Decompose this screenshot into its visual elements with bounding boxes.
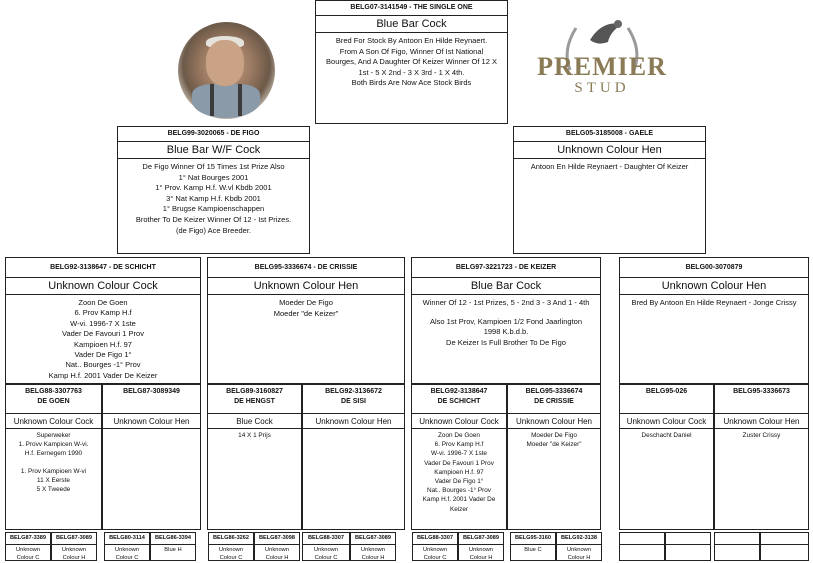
- granddam-paternal-card[interactable]: [207, 257, 405, 384]
- gen4-colour: Unknown Colour Cock: [6, 414, 101, 429]
- gen3-header: BELG97-3221723 - DE KEIZER: [412, 258, 600, 278]
- gen5-card-12[interactable]: [556, 532, 602, 561]
- gen4-header: BELG87-3089349: [103, 385, 200, 414]
- gen5-ring: BELG87-3098: [255, 533, 299, 545]
- gen4-notes: Zoon De Goen 6. Prov Kamp H.f W-vi. 1996-7 X 1ste Vader De Favouri 1 Prov Kampioen H.f. 97 Vader De Figo 1° Nat.. Bourges -1° Prov Kamp H.f. 2001 Vader De Keizer: [422, 432, 496, 513]
- gen3-header: BELG95-3336674 - DE CRISSIE: [208, 258, 404, 278]
- gen5-colour: Unknown Colour C: [422, 547, 448, 561]
- gen3-notes: Bred By Antoon En Hilde Reynaert - Jonge Crissy: [631, 298, 797, 307]
- gen4-header: BELG92-3138647 DE SCHICHT: [412, 385, 506, 414]
- gen4-card-1[interactable]: [5, 384, 102, 530]
- grandsire-paternal-card[interactable]: [5, 257, 201, 384]
- gen4-card-2[interactable]: [102, 384, 201, 530]
- gen5-colour: Unknown Colour C: [114, 547, 140, 561]
- gen4-colour: Unknown Colour Hen: [103, 414, 200, 429]
- gen5-card-2[interactable]: [51, 532, 97, 561]
- dam-card[interactable]: [513, 126, 706, 254]
- gen5-card-7[interactable]: [302, 532, 350, 561]
- gen5-ring: BELG88-3307: [303, 533, 349, 545]
- gen3-colour: Unknown Colour Hen: [208, 278, 404, 295]
- granddam-maternal-card[interactable]: [619, 257, 809, 384]
- gen5-colour: Unknown Colour C: [218, 547, 244, 561]
- gen5-card-5[interactable]: [208, 532, 254, 561]
- gen5-card-16[interactable]: [760, 532, 809, 561]
- gen5-ring: BELG87-3089: [351, 533, 395, 545]
- gen3-header: BELG92-3138647 - DE SCHICHT: [6, 258, 200, 278]
- gen5-card-15[interactable]: [714, 532, 760, 561]
- gen5-ring: BELG87-3089: [459, 533, 503, 545]
- gen4-card-7[interactable]: [619, 384, 714, 530]
- gen5-card-14[interactable]: [665, 532, 711, 561]
- gen4-header: BELG92-3136672 DE SISI: [303, 385, 404, 414]
- gen5-card-8[interactable]: [350, 532, 396, 561]
- gen5-ring: BELG86-3262: [209, 533, 253, 545]
- gen5-ring: BELG88-3307: [413, 533, 457, 545]
- gen5-colour: Unknown Colour H: [61, 547, 87, 561]
- gen4-header: BELG89-3160827 DE HENGST: [208, 385, 301, 414]
- gen4-notes: Zuster Crissy: [742, 432, 781, 439]
- dam-colour: Unknown Colour Hen: [514, 142, 705, 159]
- grandsire-maternal-card[interactable]: [411, 257, 601, 384]
- gen5-card-1[interactable]: [5, 532, 51, 561]
- sire-card[interactable]: [117, 126, 310, 254]
- gen4-notes: 14 X 1 Prijs: [238, 432, 271, 439]
- gen4-header: BELG95-3336673: [715, 385, 808, 414]
- gen5-colour: Blue C: [524, 547, 542, 553]
- gen3-header: BELG00-3070879: [620, 258, 808, 278]
- gen5-ring: BELG95-3160: [511, 533, 555, 545]
- gen5-card-11[interactable]: [510, 532, 556, 561]
- subject-notes: Bred For Stock By Antoon En Hilde Reynaert. From A Son Of Figo, Winner Of Ist National Bourges, And A Daughter Of Keizer Winner Of 12 X 1st - 5 X 2nd - 3 X 3rd - 1 X 4th. Both Birds Are Now Ace Stock Birds: [326, 36, 497, 88]
- sire-colour: Blue Bar W/F Cock: [118, 142, 309, 159]
- gen4-card-8[interactable]: [714, 384, 809, 530]
- gen4-card-5[interactable]: [411, 384, 507, 530]
- gen5-colour: Unknown Colour H: [264, 547, 290, 561]
- gen5-colour: Unknown Colour H: [566, 547, 592, 561]
- gen4-colour: Unknown Colour Hen: [715, 414, 808, 429]
- gen5-colour: Unknown Colour H: [360, 547, 386, 561]
- gen4-notes: Moeder De Figo Moeder "de Keizer": [526, 432, 582, 449]
- gen4-colour: Unknown Colour Cock: [620, 414, 713, 429]
- gen4-card-4[interactable]: [302, 384, 405, 530]
- gen4-card-6[interactable]: [507, 384, 601, 530]
- dam-notes: Antoon En Hilde Reynaert - Daughter Of Keizer: [530, 162, 689, 171]
- gen3-notes: Zoon De Goen 6. Prov Kamp H.f W-vi. 1996-7 X 1ste Vader De Favouri 1 Prov Kampioen H.f. 97 Vader De Figo 1° Nat.. Bourges -1° Prov Kamp H.f. 2001 Vader De Keizer: [48, 298, 158, 380]
- gen4-notes: Superweker 1. Provv Kampicen W-vi. H.f. Eernegem 1990 1. Prov Kampioen W-vi 11 X Eerste 5 X Tweede: [18, 432, 89, 494]
- gen4-colour: Unknown Colour Hen: [508, 414, 600, 429]
- gen4-header: BELG95-3336674 DE CRISSIE: [508, 385, 600, 414]
- gen5-colour: Unknown Colour H: [468, 547, 494, 561]
- gen5-ring: BELG80-3114: [105, 533, 149, 545]
- gen4-notes: Deschacht Daniel: [641, 432, 692, 439]
- gen4-colour: Blue Cock: [208, 414, 301, 429]
- gen3-notes: Moeder De Figo Moeder "de Keizer": [273, 298, 339, 318]
- gen5-card-4[interactable]: [150, 532, 196, 561]
- gen3-colour: Blue Bar Cock: [412, 278, 600, 295]
- gen5-ring: BELG87-3089: [52, 533, 96, 545]
- gen5-ring: BELG92-3138: [557, 533, 601, 545]
- gen3-notes: Winner Of 12 - 1st Prizes, 5 - 2nd 3 - 3 And 1 - 4th Also 1st Prov, Kampioen 1/2 Fond Jaarlington 1998 K.b.d.b. De Keizer Is Full Brother To De Figo: [422, 298, 590, 347]
- gen5-colour: Unknown Colour C: [313, 547, 339, 561]
- gen3-colour: Unknown Colour Hen: [620, 278, 808, 295]
- subject-header: BELG07-3141549 - THE SINGLE ONE: [316, 1, 507, 16]
- gen3-colour: Unknown Colour Cock: [6, 278, 200, 295]
- subject-colour: Blue Bar Cock: [316, 16, 507, 33]
- gen5-card-13[interactable]: [619, 532, 665, 561]
- gen5-ring: BELG87-3389: [6, 533, 50, 545]
- sire-header: BELG99-3020065 - DE FIGO: [118, 127, 309, 142]
- logo-word-stud: STUD: [574, 80, 630, 96]
- gen5-colour: Unknown Colour C: [15, 547, 41, 561]
- gen5-ring: BELG86-3394: [151, 533, 195, 545]
- gen5-card-10[interactable]: [458, 532, 504, 561]
- sire-notes: De Figo Winner Of 15 Times 1st Prize Also 1° Nat Bourges 2001 1° Prov. Kamp H.f. W.vl Kbdb 2001 3° Nat Kamp H.f. Kbdb 2001 1° Brugse Kampioenschappen Brother To De Keizer Winner Of 12 - Ist Prizes. (de Figo) Ace Breeder.: [135, 162, 292, 235]
- gen4-colour: Unknown Colour Cock: [412, 414, 506, 429]
- gen4-card-3[interactable]: [207, 384, 302, 530]
- breeder-photo: [178, 22, 275, 119]
- gen5-colour: Blue H: [164, 547, 182, 553]
- gen5-card-9[interactable]: [412, 532, 458, 561]
- gen4-colour: Unknown Colour Hen: [303, 414, 404, 429]
- gen4-header: BELG88-3307763 DE GOEN: [6, 385, 101, 414]
- gen4-header: BELG95-026: [620, 385, 713, 414]
- logo-word-premier: PREMIER: [537, 52, 667, 81]
- premier-stud-logo: [532, 10, 672, 110]
- gen5-card-6[interactable]: [254, 532, 300, 561]
- dam-header: BELG05-3185008 - GAELE: [514, 127, 705, 142]
- gen5-card-3[interactable]: [104, 532, 150, 561]
- subject-card[interactable]: [315, 0, 508, 124]
